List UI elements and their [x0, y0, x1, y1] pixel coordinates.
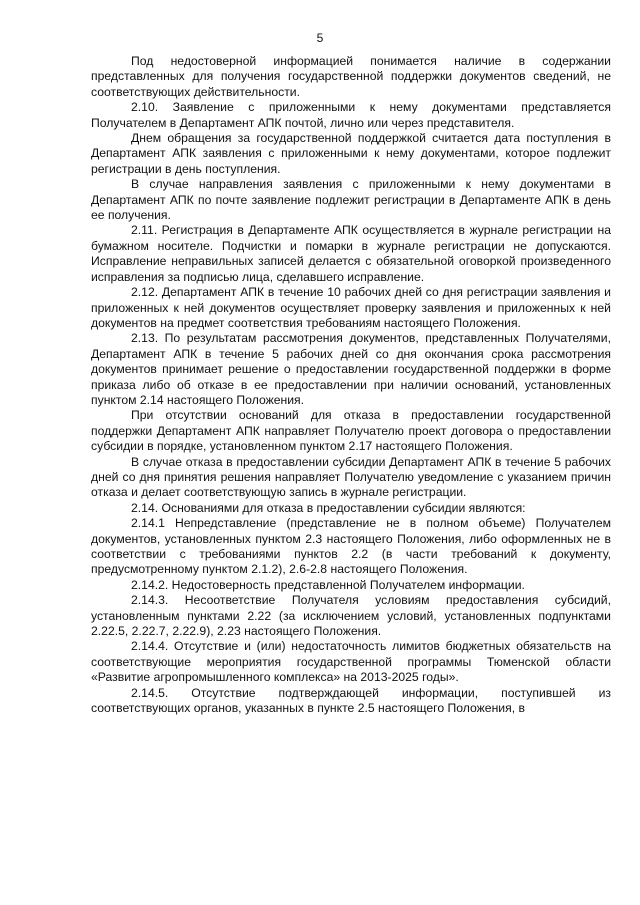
paragraph-unreliable-info-definition: Под недостоверной информацией понимается наличие в содержании представленных для получения государственной поддержки документов сведений, не соответствующих действительности.: [91, 54, 611, 99]
paragraph-2-14-3: 2.14.3. Несоответствие Получателя условиям предоставления субсидий, установленным пунктами 2.22 (за исключением условий, установленных подпунктами 2.22.5, 2.22.7, 2.22.9), 2.23 настоящего Положения.: [91, 593, 611, 639]
document-body: [91, 54, 611, 716]
paragraph-refusal-notice: В случае отказа в предоставлении субсидии Департамент АПК в течение 5 рабочих дней со дня принятия решения направляет Получателю уведомление с указанием причин отказа и делает соответствующую запись в журнале регистрации.: [91, 454, 611, 500]
paragraph-mail-registration: В случае направления заявления с приложенными к нему документами в Департамент АПК по почте заявление подлежит регистрации в Департаменте АПК в день ее получения.: [91, 177, 611, 223]
paragraph-2-14-4: 2.14.4. Отсутствие и (или) недостаточность лимитов бюджетных обязательств на соответствующие мероприятия государственной программы Тюменской области «Развитие агропромышленного комплекса» на 2013-2025 годы».: [91, 639, 611, 685]
paragraph-2-14: 2.14. Основаниями для отказа в предоставлении субсидии являются:: [131, 500, 526, 515]
paragraph-no-refusal-grounds: При отсутствии оснований для отказа в предоставлении государственной поддержки Департамент АПК направляет Получателю проект договора о предоставлении субсидии в порядке, установленном пунктом 2.17 настоящего Положения.: [91, 408, 611, 454]
paragraph-2-13: 2.13. По результатам рассмотрения документов, представленных Получателями, Департамент АПК в течение 5 рабочих дней со дня окончания срока рассмотрения документов принимает решение о предоставлении государственной поддержки в форме приказа либо об отказе в ее предоставлении при наличии оснований, установленных пунктом 2.14 настоящего Положения.: [91, 331, 611, 407]
paragraph-2-12: 2.12. Департамент АПК в течение 10 рабочих дней со дня регистрации заявления и приложенных к ней документов осуществляет проверку заявления и приложенных к ней документов на предмет соответствия требованиям настоящего Положения.: [91, 285, 611, 330]
page-number: 5: [316, 31, 324, 45]
paragraph-2-14-2: 2.14.2. Недостоверность представленной Получателем информации.: [131, 577, 525, 592]
paragraph-2-14-5: 2.14.5. Отсутствие подтверждающей информации, поступившей из соответствующих органов, указанных в пункте 2.5 настоящего Положения, в: [91, 685, 611, 716]
paragraph-2-10: 2.10. Заявление с приложенными к нему документами представляется Получателем в Департамент АПК почтой, лично или через представителя.: [91, 100, 611, 130]
paragraph-2-11: 2.11. Регистрация в Департаменте АПК осуществляется в журнале регистрации на бумажном носителе. Подчистки и помарки в журнале регистрации не допускаются. Исправление неправильных записей делается с обязательной оговоркой произведенного исправления за подписью лица, сделавшего исправление.: [91, 223, 611, 284]
paragraph-application-date: Днем обращения за государственной поддержкой считается дата поступления в Департамент АПК заявления с приложенными к нему документами, которое подлежит регистрации в день поступления.: [91, 131, 611, 176]
paragraph-2-14-1: 2.14.1 Непредставление (представление не в полном объеме) Получателем документов, установленных пунктом 2.3 настоящего Положения, либо оформленных не в соответствии с требованиями пунктов 2.2 (в части требований к документу, предусмотренному пунктом 2.1.2), 2.6-2.8 настоящего Положения.: [91, 516, 611, 577]
